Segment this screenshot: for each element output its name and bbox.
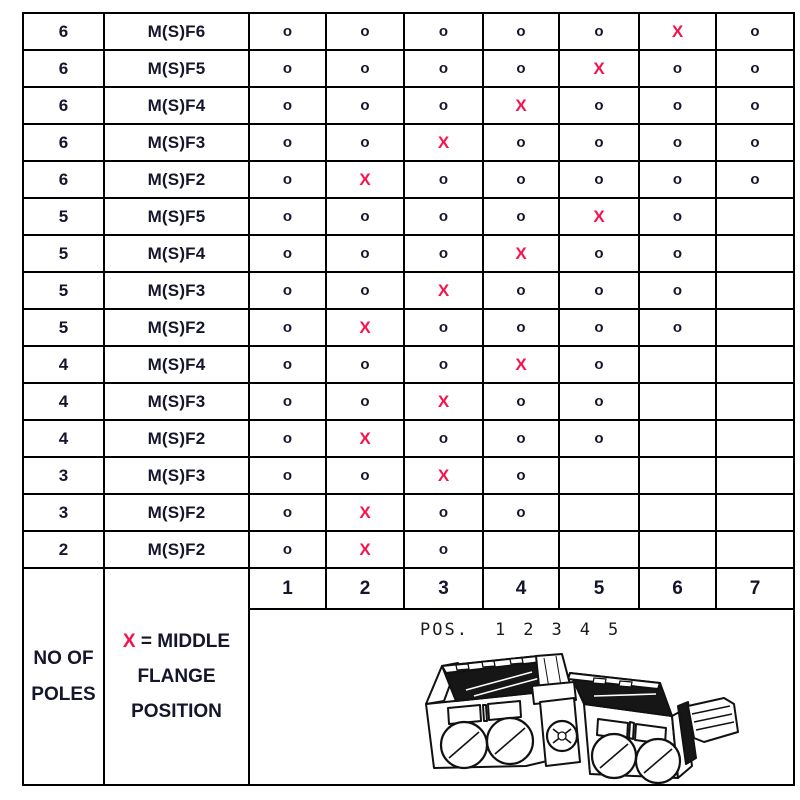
position-header-5: 5 [559, 568, 639, 609]
position-cell: o [326, 50, 404, 87]
position-cell: o [559, 235, 639, 272]
table-row [23, 50, 794, 87]
position-cell: X [483, 235, 559, 272]
position-cell: X [404, 124, 483, 161]
legend-line1 [105, 624, 248, 659]
position-header-6: 6 [639, 568, 716, 609]
position-cell [639, 383, 716, 420]
position-cell: o [559, 346, 639, 383]
position-header-1: 1 [249, 568, 326, 609]
position-cell: o [716, 124, 794, 161]
position-cell: o [716, 161, 794, 198]
variant-cell: M(S)F3 [104, 383, 249, 420]
position-cell: o [404, 50, 483, 87]
position-cell: o [326, 235, 404, 272]
table-row [23, 124, 794, 161]
position-cell: o [326, 87, 404, 124]
position-cell: o [404, 198, 483, 235]
table-row [23, 494, 794, 531]
position-header-7: 7 [716, 568, 794, 609]
variant-cell: M(S)F6 [104, 13, 249, 50]
position-cell [716, 346, 794, 383]
position-cell: o [249, 309, 326, 346]
position-cell: o [326, 124, 404, 161]
pos-label: POS. [420, 620, 469, 640]
variant-cell: M(S)F4 [104, 235, 249, 272]
position-cell [639, 457, 716, 494]
position-cell: o [326, 272, 404, 309]
terminal-block-connector-drawing [422, 646, 742, 785]
position-cell: o [404, 235, 483, 272]
position-cell: o [483, 50, 559, 87]
position-cell: o [716, 50, 794, 87]
position-cell: o [249, 235, 326, 272]
position-cell [716, 272, 794, 309]
legend-line2: FLANGE [137, 665, 216, 687]
position-cell: o [483, 309, 559, 346]
position-cell: o [483, 161, 559, 198]
poles-cell: 2 [23, 531, 104, 568]
table-row [23, 309, 794, 346]
position-cell: X [483, 346, 559, 383]
position-cell: o [404, 346, 483, 383]
position-cell: X [639, 13, 716, 50]
flange-position-table [22, 12, 795, 786]
position-cell: o [559, 13, 639, 50]
poles-cell: 6 [23, 50, 104, 87]
poles-cell: 5 [23, 198, 104, 235]
poles-header-cell [23, 568, 104, 785]
variant-cell: M(S)F2 [104, 420, 249, 457]
position-cell: o [639, 309, 716, 346]
poles-header-line1: NO OF [33, 648, 94, 670]
table-row [23, 531, 794, 568]
variant-cell: M(S)F2 [104, 494, 249, 531]
position-cell: o [559, 124, 639, 161]
position-cell: o [483, 198, 559, 235]
position-cell [559, 531, 639, 568]
position-cell: o [559, 87, 639, 124]
table-row [23, 13, 794, 50]
position-cell: o [559, 161, 639, 198]
position-cell [639, 420, 716, 457]
pos-number-1: 1 [494, 620, 506, 640]
table-row [23, 161, 794, 198]
poles-cell: 5 [23, 235, 104, 272]
position-cell: o [326, 346, 404, 383]
position-cell: o [639, 235, 716, 272]
position-cell: o [326, 198, 404, 235]
position-cell [559, 494, 639, 531]
position-cell: o [326, 383, 404, 420]
position-cell: o [559, 309, 639, 346]
position-cell: o [483, 13, 559, 50]
position-cell [716, 309, 794, 346]
pos-label-row [420, 620, 618, 640]
position-cell: o [249, 198, 326, 235]
pos-number-2: 2 [523, 620, 534, 640]
position-cell [559, 457, 639, 494]
position-cell [716, 420, 794, 457]
poles-cell: 5 [23, 309, 104, 346]
variant-cell: M(S)F2 [104, 309, 249, 346]
position-cell [716, 457, 794, 494]
position-cell: o [404, 531, 483, 568]
position-cell: o [404, 309, 483, 346]
position-cell: o [483, 383, 559, 420]
position-cell: o [404, 87, 483, 124]
variant-cell: M(S)F4 [104, 346, 249, 383]
position-cell: X [404, 457, 483, 494]
position-cell: X [326, 161, 404, 198]
legend-x-symbol: X [122, 630, 136, 652]
position-cell: o [639, 87, 716, 124]
poles-cell: 4 [23, 420, 104, 457]
pos-number-4: 4 [579, 620, 590, 640]
position-cell: o [483, 272, 559, 309]
table-row [23, 383, 794, 420]
position-cell [639, 531, 716, 568]
position-cell: o [639, 198, 716, 235]
poles-cell: 6 [23, 124, 104, 161]
position-cell: o [483, 494, 559, 531]
position-cell: o [404, 494, 483, 531]
position-cell: X [559, 198, 639, 235]
poles-header-line2: POLES [31, 683, 96, 705]
variant-cell: M(S)F2 [104, 161, 249, 198]
poles-cell: 5 [23, 272, 104, 309]
position-cell: o [559, 383, 639, 420]
position-cell: o [716, 13, 794, 50]
position-header-2: 2 [326, 568, 404, 609]
position-cell [716, 235, 794, 272]
variant-cell: M(S)F3 [104, 272, 249, 309]
table-row [23, 457, 794, 494]
position-cell: o [483, 124, 559, 161]
position-cell: o [249, 13, 326, 50]
table-row [23, 198, 794, 235]
position-cell: o [249, 383, 326, 420]
table-row [23, 346, 794, 383]
poles-cell: 4 [23, 346, 104, 383]
position-cell: X [404, 272, 483, 309]
pos-number-3: 3 [551, 620, 562, 640]
variant-cell: M(S)F5 [104, 198, 249, 235]
position-cell [483, 531, 559, 568]
position-cell: o [639, 161, 716, 198]
variant-cell: M(S)F4 [104, 87, 249, 124]
position-cell [716, 494, 794, 531]
position-header-4: 4 [483, 568, 559, 609]
position-cell: X [404, 383, 483, 420]
variant-cell: M(S)F3 [104, 124, 249, 161]
poles-cell: 6 [23, 161, 104, 198]
position-cell: o [326, 457, 404, 494]
table-footer [23, 568, 794, 785]
position-cell: o [483, 457, 559, 494]
position-header-3: 3 [404, 568, 483, 609]
position-cell: o [249, 457, 326, 494]
position-cell: X [326, 309, 404, 346]
position-cell: X [483, 87, 559, 124]
position-cell: o [326, 13, 404, 50]
legend-line3: POSITION [131, 701, 222, 723]
position-cell: o [639, 50, 716, 87]
position-cell: o [639, 272, 716, 309]
position-cell: o [249, 87, 326, 124]
table-row [23, 272, 794, 309]
position-cell: o [249, 494, 326, 531]
poles-cell: 4 [23, 383, 104, 420]
variant-cell: M(S)F3 [104, 457, 249, 494]
position-cell: o [249, 272, 326, 309]
poles-cell: 6 [23, 87, 104, 124]
variant-cell: M(S)F5 [104, 50, 249, 87]
pos-number-5: 5 [607, 620, 619, 640]
position-cell: o [716, 87, 794, 124]
position-cell: o [404, 420, 483, 457]
position-cell: o [249, 346, 326, 383]
position-cell: o [639, 124, 716, 161]
position-cell: o [404, 161, 483, 198]
config-table-body [23, 13, 794, 568]
position-cell: X [559, 50, 639, 87]
poles-cell: 3 [23, 494, 104, 531]
legend-cell [104, 568, 249, 785]
table-row [23, 87, 794, 124]
position-cell: o [559, 272, 639, 309]
position-cell: X [326, 420, 404, 457]
position-cell: o [249, 124, 326, 161]
connector-image-cell [249, 609, 794, 785]
position-cell: X [326, 531, 404, 568]
position-cell: o [249, 50, 326, 87]
legend-line1-rest: = MIDDLE [140, 630, 231, 652]
position-cell: X [326, 494, 404, 531]
position-cell [716, 383, 794, 420]
position-cell: o [559, 420, 639, 457]
position-cell: o [483, 420, 559, 457]
table-row [23, 235, 794, 272]
position-cell: o [249, 531, 326, 568]
poles-cell: 6 [23, 13, 104, 50]
table-row [23, 420, 794, 457]
poles-cell: 3 [23, 457, 104, 494]
position-cell: o [249, 161, 326, 198]
position-cell [639, 494, 716, 531]
position-cell: o [404, 13, 483, 50]
position-header-row [23, 568, 794, 609]
variant-cell: M(S)F2 [104, 531, 249, 568]
position-cell: o [249, 420, 326, 457]
position-cell [716, 198, 794, 235]
position-cell [716, 531, 794, 568]
position-cell [639, 346, 716, 383]
